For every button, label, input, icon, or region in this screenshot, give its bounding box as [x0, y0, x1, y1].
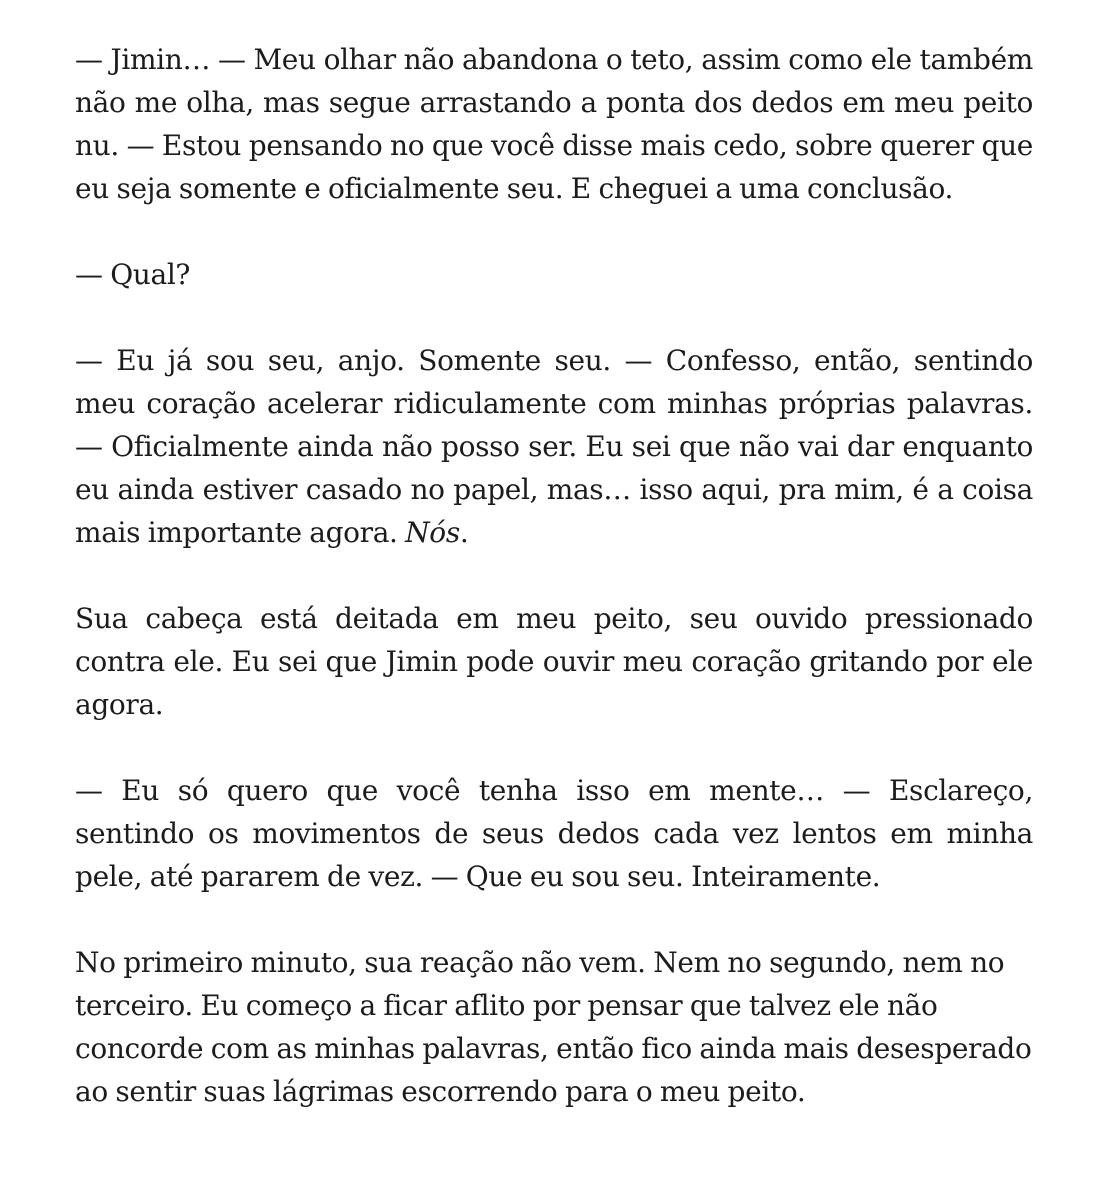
document-page: [75, 38, 1033, 1113]
paragraph-3: [75, 339, 1033, 554]
paragraph-4: [75, 597, 1033, 726]
paragraph-3-italic-word: Nós: [405, 516, 460, 549]
paragraph-3-text: — Eu já sou seu, anjo. Somente seu. — Confesso, então, sentindo meu coração acelerar ridiculamente com minhas próprias palavras. — Oficialmente ainda não posso ser. Eu sei que não vai dar enquanto eu ainda estiver casado no papel, mas… isso aqui, pra mim, é a coisa mais importante agora.: [75, 344, 1033, 549]
paragraph-6: [75, 941, 1033, 1113]
paragraph-2-text: — Qual?: [75, 258, 191, 291]
paragraph-4-text: Sua cabeça está deitada em meu peito, seu ouvido pressionado contra ele. Eu sei que Jimin pode ouvir meu coração gritando por ele agora.: [75, 602, 1033, 721]
paragraph-5: [75, 769, 1033, 898]
paragraph-1-text: — Jimin… — Meu olhar não abandona o teto, assim como ele também não me olha, mas segue arrastando a ponta dos dedos em meu peito nu. — Estou pensando no que você disse mais cedo, sobre querer que eu seja somente e oficialmente seu. E cheguei a uma conclusão.: [75, 43, 1033, 205]
paragraph-2: [75, 253, 1033, 296]
paragraph-1: [75, 38, 1033, 210]
paragraph-6-text: No primeiro minuto, sua reação não vem. Nem no segundo, nem no terceiro. Eu começo a ficar aflito por pensar que talvez ele não concorde com as minhas palavras, então fico ainda mais desesperado ao sentir suas lágrimas escorrendo para o meu peito.: [75, 946, 1032, 1108]
paragraph-3-end: .: [459, 516, 469, 549]
paragraph-5-text: — Eu só quero que você tenha isso em mente… — Esclareço, sentindo os movimentos de seus dedos cada vez lentos em minha pele, até pararem de vez. — Que eu sou seu. Inteiramente.: [75, 774, 1033, 893]
